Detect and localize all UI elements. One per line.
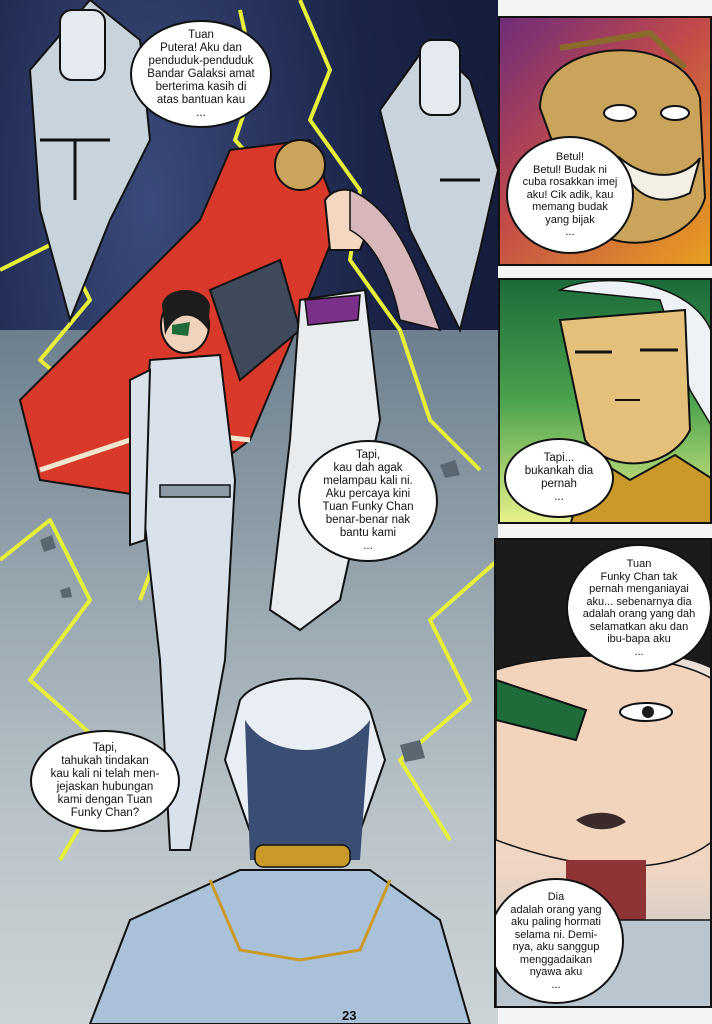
bubble-3-text: Tapi, tahukah tindakan kau kali ni telah men- jejaskan hubungan kami dengan Tuan Funky Chan?: [50, 742, 160, 819]
speech-bubble-5: [504, 438, 614, 518]
hero-from-back: [90, 679, 470, 1024]
panel-girl-closeup: [494, 538, 712, 1008]
speech-bubble-7: [494, 878, 624, 1004]
bubble-5-text: Tapi... bukankah dia pernah ...: [524, 452, 594, 503]
robot-guard-left: [30, 0, 150, 320]
page-number: 23: [342, 1008, 357, 1023]
speech-bubble-1: [130, 20, 272, 128]
bubble-7-text: Dia adalah orang yang aku paling hormati selama ni. Demi- nya, aku sanggup menggadaikan nyawa aku ...: [510, 891, 602, 991]
bubble-6-text: Tuan Funky Chan tak pernah menganiayai aku... sebenarnya dia adalah orang yang dah selamatkan aku dan ibu-bapa aku ...: [582, 558, 696, 658]
panel-villain-closeup: [498, 16, 712, 266]
speech-bubble-4: [506, 136, 634, 254]
bubble-2-text: Tapi, kau dah agak melampau kali ni. Aku percaya kini Tuan Funky Chan benar-benar nak bantu kami ...: [322, 449, 414, 552]
speech-bubble-3: [30, 730, 180, 832]
bubble-1-text: Tuan Putera! Aku dan penduduk-penduduk Bandar Galaksi amat berterima kasih di atas bantuan kau ...: [147, 28, 255, 119]
panel-hero-closeup: [498, 278, 712, 524]
speech-bubble-6: [566, 544, 712, 672]
bubble-4-text: Betul! Betul! Budak ni cuba rosakkan imej aku! Cik adik, kau memang budak yang bijak ...: [522, 151, 618, 239]
speech-bubble-2: [298, 440, 438, 562]
